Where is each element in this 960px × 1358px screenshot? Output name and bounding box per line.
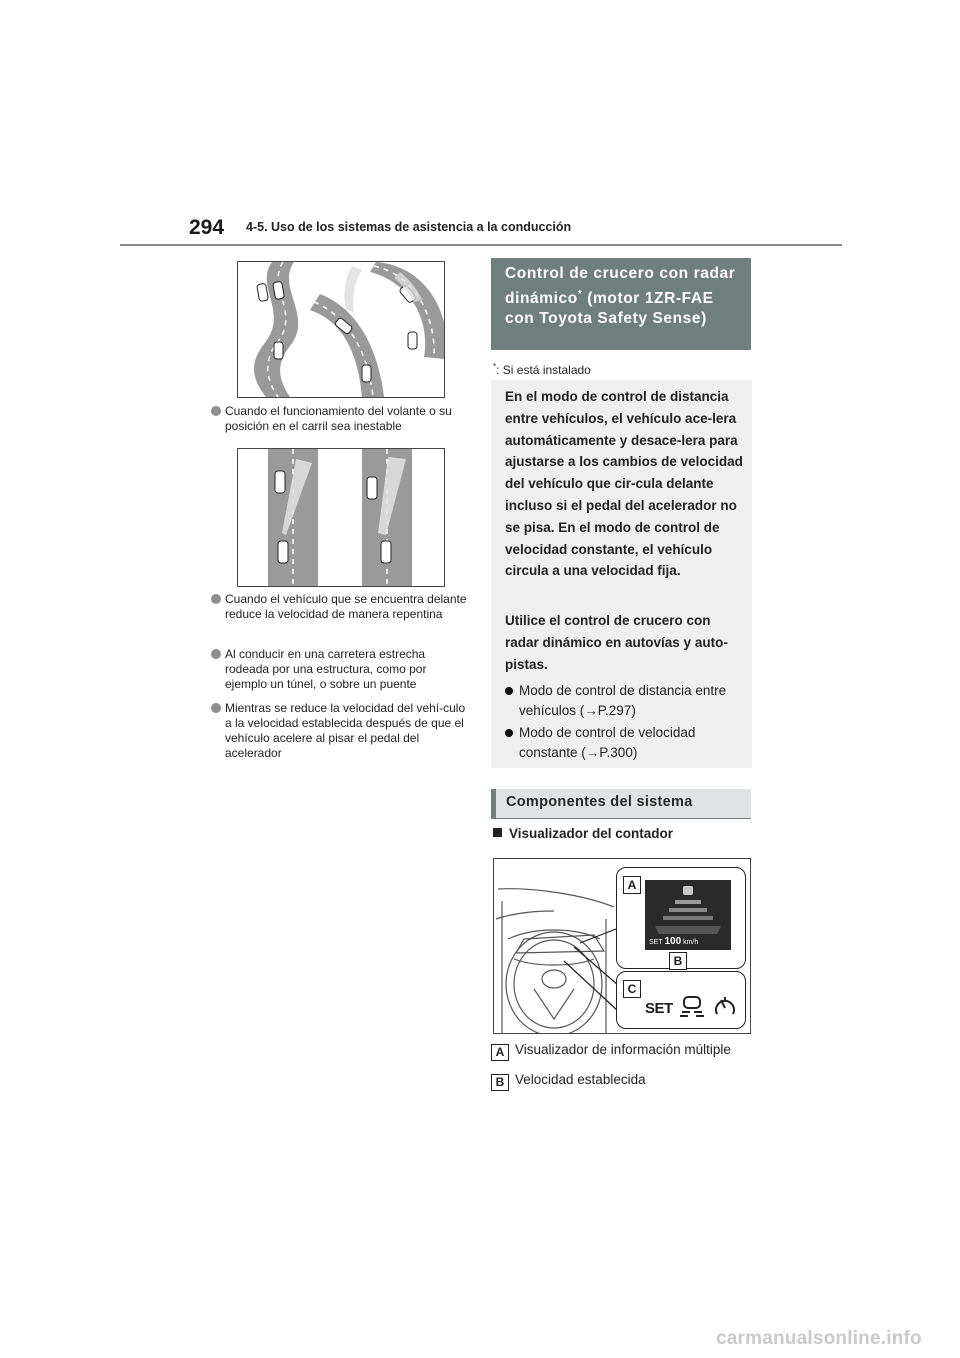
dashboard-illustration [493, 858, 751, 1034]
label-c-badge: C [623, 980, 641, 998]
distance-switch-icon [679, 994, 705, 1018]
label-b-badge: B [669, 952, 687, 970]
legend-item [491, 1042, 731, 1061]
bullet-item [211, 701, 471, 761]
intro-paragraph-2: Utilice el control de crucero con radar dinámico en autovías y auto-pistas. [505, 613, 728, 672]
winding-roads-illustration [237, 261, 445, 398]
mode-item: Modo de control de velocidad constante (→P.300) [505, 723, 745, 763]
bullet-dot-icon [211, 594, 221, 604]
square-bullet-icon [493, 828, 502, 837]
switch-callout [616, 971, 746, 1029]
bullet-text: Mientras se reduce la velocidad del vehí-culo a la velocidad establecida después de que el vehículo acelere al pisar el pedal del acelerador [225, 701, 466, 760]
mode-item: Modo de control de distancia entre vehículos (→P.297) [505, 681, 745, 721]
legend-text: Visualizador de información múltiple [515, 1042, 731, 1057]
label-b-badge: B [491, 1074, 509, 1091]
section-title-box [491, 258, 751, 350]
set-speed-readout: SET 100 km/h [649, 936, 699, 947]
label-a-badge: A [623, 876, 641, 894]
bullet-item [211, 647, 471, 692]
set-switch-label: SET [645, 1000, 673, 1017]
legend-item [491, 1072, 646, 1091]
subheading: Visualizador del contador [493, 826, 673, 841]
legend-text: Velocidad establecida [515, 1072, 646, 1087]
intro-paragraph: En el modo de control de distancia entre vehículos, el vehículo ace-lera automáticamente y desace-lera para ajustarse a los cambios de velocidad del vehículo que cir-cula delante incluso si el pedal del acelerador no se pisa. En el modo de control de velocidad constante, el vehículo circula a una velocidad fija. [505, 389, 743, 579]
section-header: 4-5. Uso de los sistemas de asistencia a la conducción [246, 220, 572, 234]
bullet-text: Cuando el funcionamiento del volante o su posición en el carril sea inestable [225, 404, 452, 433]
section-title: Control de crucero con radar dinámico* (motor 1ZR-FAE con Toyota Safety Sense) [505, 265, 736, 328]
intro-box [491, 380, 752, 768]
straight-roads-illustration [237, 448, 445, 587]
bullet-text: Al conducir en una carretera estrecha rodeada por una estructura, como por ejemplo un túnel, o sobre un puente [225, 647, 427, 691]
bullet-dot-icon [505, 687, 513, 695]
bullet-item [211, 592, 471, 622]
label-a-badge: A [491, 1044, 509, 1061]
bullet-dot-icon [211, 649, 221, 659]
speedometer-switch-icon [713, 994, 737, 1018]
bullet-dot-icon [211, 406, 221, 416]
bullet-item [211, 404, 471, 434]
bullet-text: Cuando el vehículo que se encuentra delante reduce la velocidad de manera repentina [225, 592, 467, 621]
display-callout [616, 867, 746, 969]
header-rule [120, 244, 842, 246]
page-number: 294 [189, 216, 225, 239]
multi-info-display [645, 880, 731, 950]
bullet-dot-icon [211, 703, 221, 713]
watermark: carmanualsonline.info [716, 1328, 922, 1349]
footnote: *: Si está instalado [493, 362, 591, 377]
components-heading: Componentes del sistema [491, 789, 751, 819]
bullet-dot-icon [505, 729, 513, 737]
